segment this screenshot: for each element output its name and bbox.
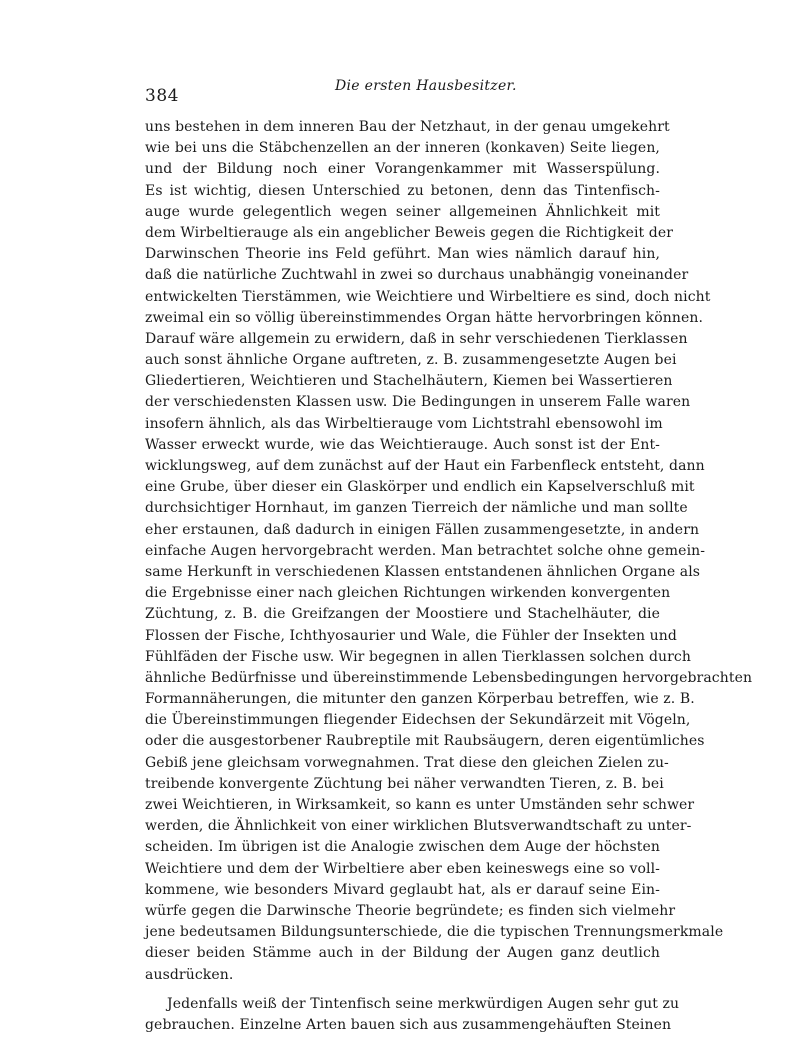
text-line: Flossen der Fische, Ichthyosaurier und Wale, die Fühler der Insekten und bbox=[145, 627, 677, 644]
text-line: treibende konvergente Züchtung bei näher verwandten Tieren, z. B. bei bbox=[145, 775, 664, 792]
paragraph bbox=[145, 994, 680, 1036]
text-line: jene bedeutsamen Bildungsunterschiede, die die typischen Trennungsmerkmale bbox=[145, 924, 724, 941]
text-line: würfe gegen die Darwinsche Theorie begründete; es finden sich vielmehr bbox=[145, 902, 676, 919]
text-line: einfache Augen hervorgebracht werden. Man betrachtet solche ohne gemein- bbox=[145, 542, 706, 559]
text-line: wicklungsweg, auf dem zunächst auf der Haut ein Farbenfleck entsteht, dann bbox=[145, 458, 705, 474]
text-line: dem Wirbeltierauge als ein angeblicher Beweis gegen die Richtigkeit der bbox=[145, 224, 674, 241]
text-line: daß die natürliche Zuchtwahl in zwei so durchaus unabhängig voneinander bbox=[145, 267, 689, 284]
text-line: eher erstaunen, daß dadurch in einigen Fällen zusammengesetzte, in andern bbox=[145, 521, 700, 538]
text-line: ausdrücken. bbox=[145, 966, 234, 983]
text-line: auch sonst ähnliche Organe auftreten, z. B. zusammengesetzte Augen bei bbox=[145, 352, 677, 369]
paragraph-gap bbox=[145, 986, 660, 994]
text-line: Formannäherungen, die mitunter den ganzen Körperbau betreffen, wie z. B. bbox=[145, 691, 695, 708]
text-line: auge wurde gelegentlich wegen seiner allgemeinen Ähnlichkeit mit bbox=[145, 203, 660, 220]
page-header bbox=[145, 78, 660, 106]
text-line: entwickelten Tierstämmen, wie Weichtiere und Wirbeltiere es sind, doch nicht bbox=[145, 288, 711, 305]
text-line: oder die ausgestorbener Raubreptile mit Raubsäugern, deren eigentümliches bbox=[145, 733, 705, 750]
text-line: Fühlfäden der Fische usw. Wir begegnen in allen Tierklassen solchen durch bbox=[145, 648, 691, 665]
text-line: Gebiß jene gleichsam vorwegnahmen. Trat diese den gleichen Zielen zu- bbox=[145, 754, 669, 771]
text-line: gebrauchen. Einzelne Arten bauen sich aus zusammengehäuften Steinen bbox=[145, 1016, 672, 1033]
page-number: 384 bbox=[145, 86, 179, 106]
text-line: Darauf wäre allgemein zu erwidern, daß in sehr verschiedenen Tierklassen bbox=[145, 330, 688, 347]
text-line: scheiden. Im übrigen ist die Analogie zwischen dem Auge der höchsten bbox=[145, 839, 660, 856]
text-line: Gliedertieren, Weichtieren und Stachelhäutern, Kiemen bei Wassertieren bbox=[145, 373, 673, 390]
text-line: eine Grube, über dieser ein Glaskörper und endlich ein Kapselverschluß mit bbox=[145, 479, 695, 496]
paragraph bbox=[145, 117, 753, 986]
body-text bbox=[145, 117, 753, 1036]
text-line: Darwinschen Theorie ins Feld geführt. Man wies nämlich darauf hin, bbox=[145, 246, 660, 263]
text-line: durchsichtiger Hornhaut, im ganzen Tierreich der nämliche und man sollte bbox=[145, 500, 688, 517]
text-line: Jedenfalls weiß der Tintenfisch seine merkwürdigen Augen sehr gut zu bbox=[167, 995, 680, 1012]
text-line: kommene, wie besonders Mivard geglaubt hat, als er darauf seine Ein- bbox=[145, 881, 660, 898]
text-line: und der Bildung noch einer Vorangenkammer mit Wasserspülung. bbox=[145, 161, 660, 178]
text-line: zweimal ein so völlig übereinstimmendes Organ hätte hervorbringen können. bbox=[145, 309, 704, 326]
text-line: die Übereinstimmungen fliegender Eidechsen der Sekundärzeit mit Vögeln, bbox=[145, 712, 691, 729]
text-line: werden, die Ähnlichkeit von einer wirklichen Blutsverwandtschaft zu unter- bbox=[145, 818, 692, 835]
text-line: die Ergebnisse einer nach gleichen Richtungen wirkenden konvergenten bbox=[145, 585, 671, 602]
text-line: same Herkunft in verschiedenen Klassen entstandenen ähnlichen Organe als bbox=[145, 563, 701, 580]
text-line: Wasser erweckt wurde, wie das Weichtierauge. Auch sonst ist der Ent- bbox=[145, 436, 660, 453]
text-line: dieser beiden Stämme auch in der Bildung der Augen ganz deutlich bbox=[145, 945, 660, 962]
text-line: ähnliche Bedürfnisse und übereinstimmende Lebensbedingungen hervorgebrachten bbox=[145, 669, 753, 686]
text-line: wie bei uns die Stäbchenzellen an der inneren (konkaven) Seite liegen, bbox=[145, 140, 660, 157]
text-line: zwei Weichtieren, in Wirksamkeit, so kann es unter Umständen sehr schwer bbox=[145, 797, 695, 813]
running-title: Die ersten Hausbesitzer. bbox=[335, 78, 517, 94]
text-line: Weichtiere und dem der Wirbeltiere aber eben keineswegs eine so voll- bbox=[145, 860, 660, 877]
text-line: insofern ähnlich, als das Wirbeltierauge vom Lichtstrahl ebensowohl im bbox=[145, 415, 663, 432]
text-line: der verschiedensten Klassen usw. Die Bedingungen in unserem Falle waren bbox=[145, 394, 691, 411]
text-line: Züchtung, z. B. die Greifzangen der Moostiere und Stachelhäuter, die bbox=[145, 606, 660, 623]
text-line: uns bestehen in dem inneren Bau der Netzhaut, in der genau umgekehrt bbox=[145, 119, 670, 135]
text-line: Es ist wichtig, diesen Unterschied zu betonen, denn das Tintenfisch- bbox=[145, 182, 660, 199]
